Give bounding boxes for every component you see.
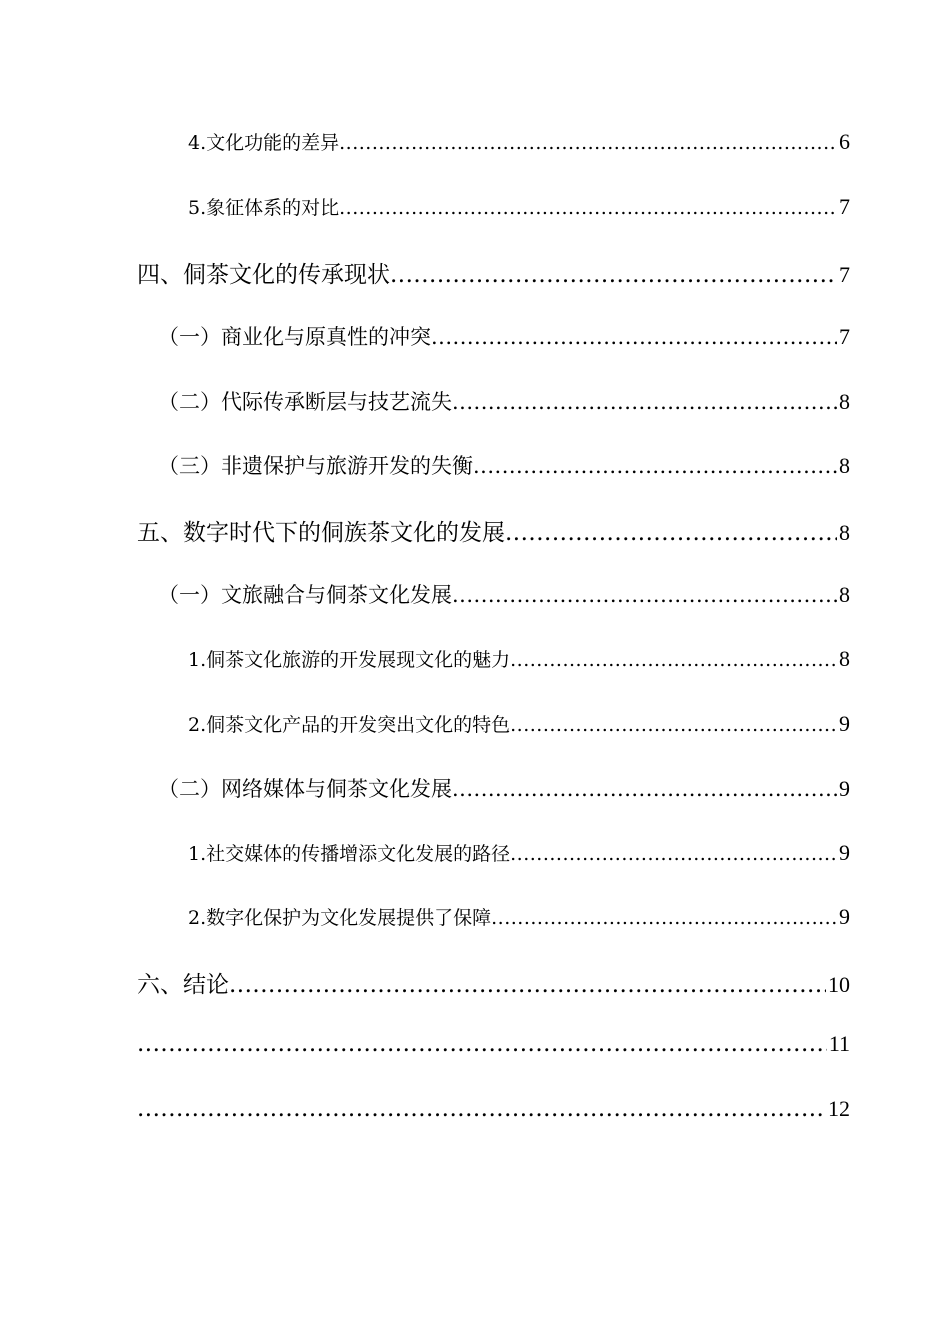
toc-entry[interactable]	[137, 966, 850, 999]
toc-dot-leader	[137, 1031, 827, 1057]
toc-entry[interactable]	[188, 193, 850, 220]
toc-page-number: 9	[839, 711, 850, 736]
toc-entry-title: 1.侗茶文化旅游的开发展现文化的魅力	[188, 649, 511, 671]
toc-dot-leader	[510, 843, 837, 865]
toc-entry[interactable]	[158, 773, 850, 803]
toc-entry[interactable]	[188, 128, 850, 155]
toc-dot-leader	[339, 197, 837, 219]
toc-page-number: 12	[828, 1096, 850, 1121]
toc-dot-leader	[229, 972, 826, 998]
toc-entry[interactable]	[137, 1096, 850, 1122]
toc-entry[interactable]	[188, 903, 850, 930]
toc-page-number: 8	[839, 389, 850, 414]
toc-page-number: 10	[828, 972, 850, 997]
toc-dot-leader	[510, 649, 837, 671]
toc-entry-title: （三）非遗保护与旅游开发的失衡	[158, 454, 473, 478]
toc-dot-leader	[452, 777, 837, 801]
toc-entry-title: 五、数字时代下的侗族茶文化的发展	[137, 520, 505, 546]
toc-dot-leader	[491, 907, 837, 929]
toc-entry-title: （二）代际传承断层与技艺流失	[158, 390, 452, 414]
toc-entry-title: （一）商业化与原真性的冲突	[158, 325, 431, 349]
toc-entry[interactable]	[137, 514, 850, 547]
toc-page-number: 9	[839, 776, 850, 801]
toc-dot-leader	[390, 262, 837, 288]
toc-entry-title: （二）网络媒体与侗茶文化发展	[158, 777, 452, 801]
toc-dot-leader	[510, 714, 837, 736]
toc-page-number: 7	[839, 324, 850, 349]
toc-dot-leader	[505, 520, 837, 546]
toc-page-number: 8	[839, 520, 850, 545]
toc-entry[interactable]	[188, 710, 850, 737]
toc-entry-title: 4.文化功能的差异	[188, 132, 340, 154]
toc-page-number: 8	[839, 646, 850, 671]
toc-dot-leader	[339, 132, 837, 154]
toc-entry[interactable]	[188, 839, 850, 866]
toc-entry[interactable]	[158, 321, 850, 351]
toc-page-number: 9	[839, 904, 850, 929]
toc-page-number: 9	[839, 840, 850, 865]
toc-page-number: 7	[839, 262, 850, 287]
toc-entry-title: 5.象征体系的对比	[188, 197, 340, 219]
toc-dot-leader	[137, 1096, 826, 1122]
toc-dot-leader	[473, 454, 837, 478]
toc-dot-leader	[431, 325, 837, 349]
toc-entry-title: 四、侗茶文化的传承现状	[137, 262, 390, 288]
toc-dot-leader	[452, 583, 837, 607]
toc-entry-title: （一）文旅融合与侗茶文化发展	[158, 583, 452, 607]
toc-entry[interactable]	[188, 645, 850, 672]
toc-page-number: 6	[839, 129, 850, 154]
toc-entry-title: 2.数字化保护为文化发展提供了保障	[188, 907, 492, 929]
toc-entry[interactable]	[158, 386, 850, 416]
toc-entry-title: 六、结论	[137, 972, 229, 998]
toc-page-number: 8	[839, 453, 850, 478]
toc-entry[interactable]	[137, 256, 850, 289]
toc-dot-leader	[452, 390, 837, 414]
toc-page-number: 11	[828, 1031, 850, 1056]
toc-entry[interactable]	[158, 579, 850, 609]
toc-entry-title: 1.社交媒体的传播增添文化发展的路径	[188, 843, 511, 865]
toc-page-number: 7	[839, 194, 850, 219]
toc-entry[interactable]	[158, 450, 850, 480]
toc-entry-title: 2.侗茶文化产品的开发突出文化的特色	[188, 714, 511, 736]
toc-page-number: 8	[839, 582, 850, 607]
toc-entry[interactable]	[137, 1031, 850, 1057]
